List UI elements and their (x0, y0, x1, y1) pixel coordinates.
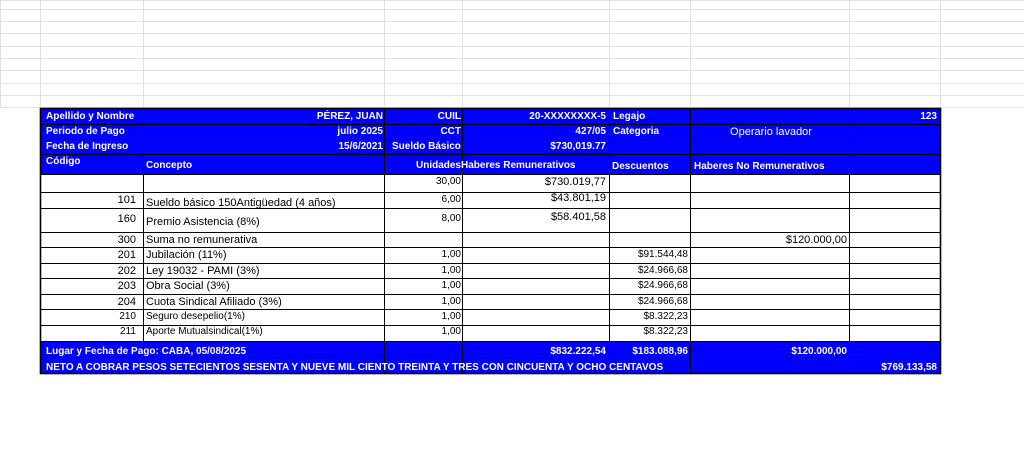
row-concepto[interactable]: Premio Asistencia (8%) (146, 216, 260, 228)
apellido-label[interactable]: Apellido y Nombre (46, 111, 135, 122)
row-unidades[interactable]: 30,00 (435, 176, 461, 187)
total-descuentos[interactable]: $183.088,96 (632, 346, 688, 357)
legajo-value[interactable]: 123 (920, 111, 937, 122)
neto-amount[interactable]: $769.133,58 (881, 362, 937, 373)
sueldo-label[interactable]: Sueldo Básico (392, 141, 461, 152)
row-codigo[interactable]: 160 (117, 213, 136, 225)
row-descuentos[interactable]: $91.544,48 (637, 249, 688, 260)
cuil-value[interactable]: 20-XXXXXXXX-5 (529, 111, 606, 122)
sueldo-value[interactable]: $730,019.77 (550, 141, 606, 152)
row-concepto[interactable]: Ley 19032 - PAMI (3%) (146, 265, 260, 277)
total-haberes[interactable]: $832.222,54 (550, 346, 606, 357)
row-concepto[interactable]: Jubilación (11%) (146, 249, 227, 261)
row-haberes[interactable]: $43.801,19 (550, 192, 606, 204)
row-codigo[interactable]: 203 (117, 280, 136, 292)
ingreso-label[interactable]: Fecha de Ingreso (46, 141, 129, 152)
col-no-remun[interactable]: Haberes No Remunerativos (694, 161, 825, 172)
row-descuentos[interactable]: $8.322,23 (643, 311, 688, 322)
row-codigo[interactable]: 202 (117, 265, 136, 277)
row-concepto[interactable]: Seguro desepelio(1%) (146, 311, 245, 322)
periodo-value[interactable]: julio 2025 (337, 126, 383, 137)
lugar-fecha-pago[interactable]: Lugar y Fecha de Pago: CABA, 05/08/2025 (46, 346, 247, 357)
categoria-value[interactable]: Operario lavador (730, 126, 812, 138)
row-descuentos[interactable]: $24.966,68 (637, 265, 688, 276)
col-haberes[interactable]: Haberes Remunerativos (461, 160, 576, 171)
row-codigo[interactable]: 211 (120, 326, 136, 337)
row-descuentos[interactable]: $8.322,23 (643, 326, 688, 337)
row-unidades[interactable]: 8,00 (441, 213, 461, 224)
ingreso-value[interactable]: 15/6/2021 (338, 141, 383, 152)
row-unidades[interactable]: 1,00 (441, 326, 461, 337)
row-concepto[interactable]: Aporte Mutualsindical(1%) (146, 326, 263, 337)
row-unidades[interactable]: 1,00 (441, 249, 461, 260)
col-concepto[interactable]: Concepto (146, 160, 193, 171)
col-descuentos[interactable]: Descuentos (612, 161, 669, 172)
row-concepto[interactable]: Sueldo básico 150Antigüedad (4 años) (146, 197, 336, 209)
row-codigo[interactable]: 210 (119, 311, 136, 322)
col-codigo[interactable]: Código (46, 156, 81, 167)
row-unidades[interactable]: 1,00 (441, 311, 461, 322)
row-concepto[interactable]: Cuota Sindical Afiliado (3%) (146, 296, 282, 308)
row-unidades[interactable]: 6,00 (441, 194, 461, 205)
row-descuentos[interactable]: $24.966,68 (637, 296, 688, 307)
legajo-label[interactable]: Legajo (613, 111, 646, 122)
row-no-remun[interactable]: $120.000,00 (785, 234, 847, 246)
row-descuentos[interactable]: $24.966,68 (637, 280, 688, 291)
cct-label[interactable]: CCT (440, 126, 461, 137)
row-haberes[interactable]: $58.401,58 (550, 211, 606, 223)
row-unidades[interactable]: 1,00 (441, 265, 461, 276)
row-unidades[interactable]: 1,00 (441, 280, 461, 291)
total-no-remun[interactable]: $120.000,00 (791, 346, 847, 357)
row-haberes[interactable]: $730.019,77 (544, 176, 606, 188)
row-codigo[interactable]: 101 (117, 194, 136, 206)
neto-text[interactable]: NETO A COBRAR PESOS SETECIENTOS SESENTA Y NUEVE MIL CIENTO TREINTA Y TRES CON CINCUENTA Y OCHO CENTAVOS (46, 362, 664, 373)
row-codigo[interactable]: 201 (117, 249, 136, 261)
row-concepto[interactable]: Obra Social (3%) (146, 280, 230, 292)
row-codigo[interactable]: 300 (117, 234, 136, 246)
row-codigo[interactable]: 204 (117, 296, 136, 308)
categoria-label[interactable]: Categoria (613, 126, 660, 137)
periodo-label[interactable]: Periodo de Pago (46, 126, 125, 137)
apellido-value[interactable]: PÉREZ, JUAN (316, 111, 383, 122)
col-unidades[interactable]: Unidades (415, 160, 461, 171)
row-unidades[interactable]: 1,00 (441, 296, 461, 307)
cct-value[interactable]: 427/05 (575, 126, 606, 137)
row-concepto[interactable]: Suma no remunerativa (146, 234, 258, 246)
cuil-label[interactable]: CUIL (437, 111, 461, 122)
